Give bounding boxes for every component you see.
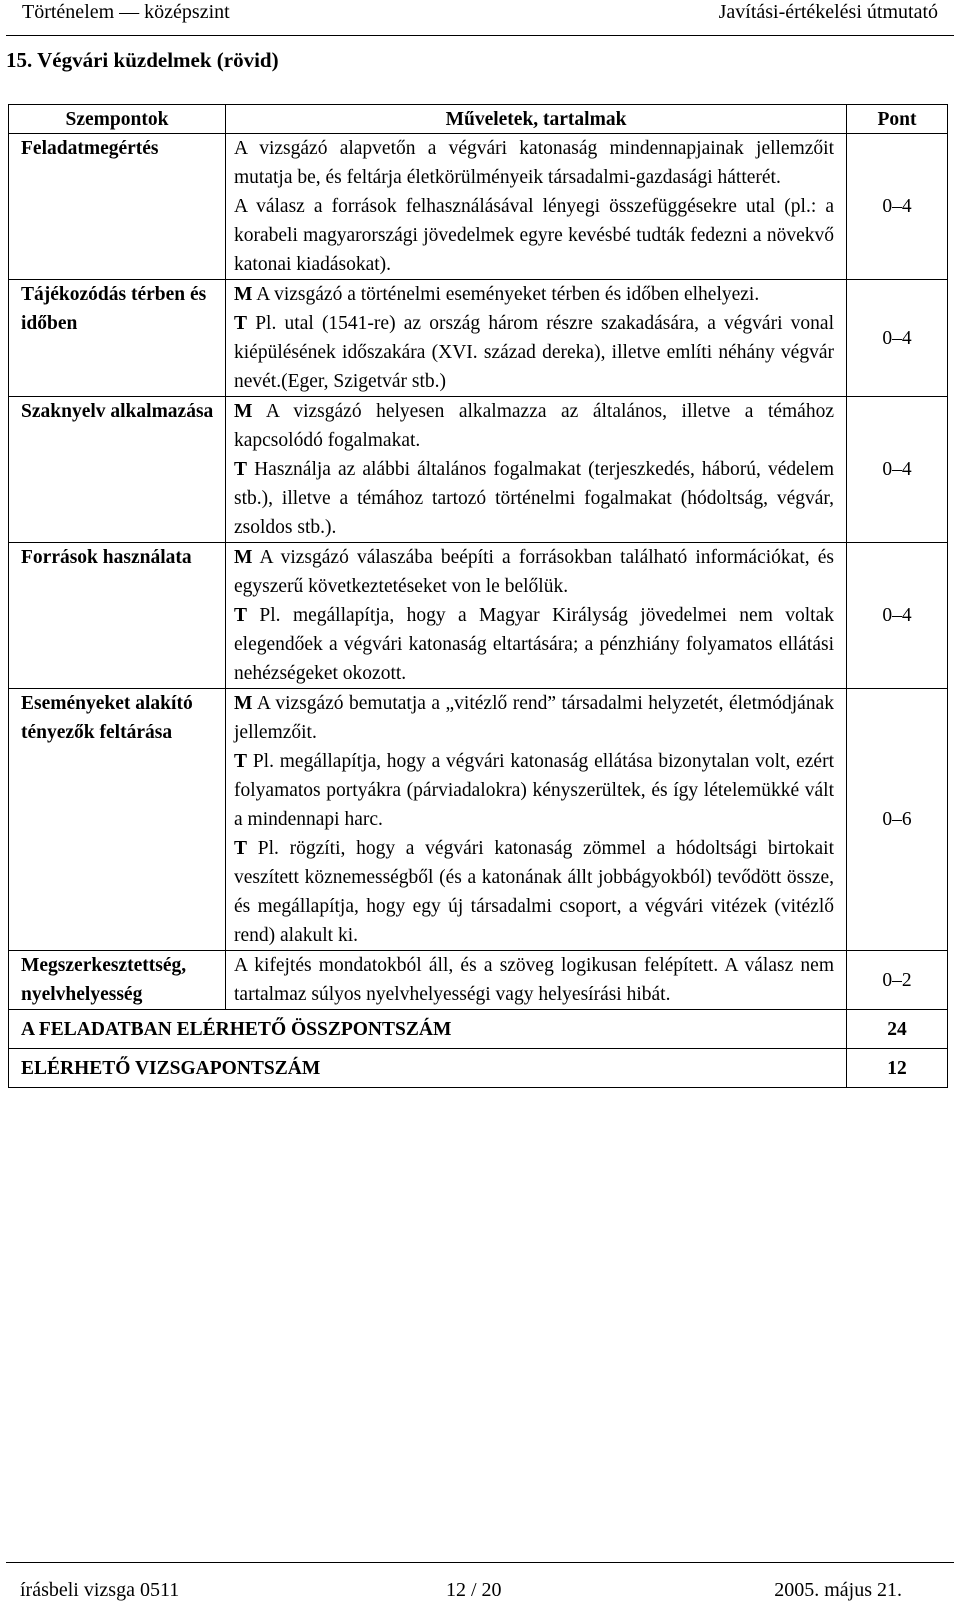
footer-date: 2005. május 21. xyxy=(774,1579,902,1601)
column-header-points: Pont xyxy=(847,105,948,134)
criterion-paragraph xyxy=(234,455,834,542)
criterion-marker: M xyxy=(234,693,253,714)
total-row xyxy=(9,1049,948,1088)
criterion-marker: T xyxy=(234,313,248,334)
criterion-marker: M xyxy=(234,401,253,422)
content-cell xyxy=(226,951,847,1010)
criterion-paragraph xyxy=(234,543,834,601)
points-cell: 0–6 xyxy=(847,689,948,951)
criterion-paragraph xyxy=(234,834,834,950)
aspect-cell: Megszerkesztettség, nyelvhelyesség xyxy=(9,951,226,1010)
criterion-paragraph xyxy=(234,134,834,192)
criterion-text: Pl. rögzíti, hogy a végvári katonaság zömmel a hódoltsági birtokait veszített köznemességből (és a katonának állt jobbágyokból) tevődött össze, és megállapítja, hogy egy új társadalmi csoport, a végvári vitézek (vitézlő rend) alakult ki. xyxy=(234,838,834,946)
criterion-text: Pl. utal (1541-re) az ország három részre szakadására, a végvári vonal kiépülésének időszakára (XVI. század dereka), illetve említi néhány végvár nevét.(Eger, Szigetvár stb.) xyxy=(234,313,834,392)
criterion-marker: T xyxy=(234,751,248,772)
criterion-marker: M xyxy=(234,547,253,568)
criterion-text: A vizsgázó válaszába beépíti a forrásokban található információkat, és egyszerű következtetéseket von le belőlük. xyxy=(234,547,834,597)
content-cell xyxy=(226,543,847,689)
header-subject: Történelem — középszint xyxy=(22,1,230,23)
criterion-text: A vizsgázó alapvetőn a végvári katonaság mindennapjainak jellemzőit mutatja be, és feltárja életkörülményeik társadalmi-gazdasági hátterét. xyxy=(234,138,834,188)
table-header-row xyxy=(9,105,948,134)
points-cell: 0–4 xyxy=(847,134,948,280)
criterion-paragraph xyxy=(234,951,834,1009)
points-cell: 0–4 xyxy=(847,397,948,543)
table-row xyxy=(9,397,948,543)
criterion-text: Pl. megállapítja, hogy a végvári katonaság ellátása bizonytalan volt, ezért folyamatos portyákra (párviadalokra) kényszerültek, és így lételemükké vált a mindennapi harc. xyxy=(234,751,834,830)
criterion-paragraph xyxy=(234,280,834,309)
criterion-text: A válasz a források felhasználásával lényegi összefüggésekre utal (pl.: a korabeli magyarországi jövedelmek egyre kevésbé tudták fedezni a növekvő katonai kiadásokat). xyxy=(234,196,834,275)
total-value: 12 xyxy=(847,1049,948,1088)
aspect-cell: Eseményeket alakító tényezők feltárása xyxy=(9,689,226,951)
criterion-text: A kifejtés mondatokból áll, és a szöveg logikusan felépített. A válasz nem tartalmaz súlyos nyelvhelyességi vagy helyesírási hibát. xyxy=(234,955,834,1005)
table-row xyxy=(9,543,948,689)
footer-page-number: 12 / 20 xyxy=(446,1579,502,1601)
table-row xyxy=(9,280,948,397)
criterion-paragraph xyxy=(234,397,834,455)
content-cell xyxy=(226,689,847,951)
criterion-marker: T xyxy=(234,838,248,859)
total-label: ELÉRHETŐ VIZSGAPONTSZÁM xyxy=(9,1049,847,1088)
aspect-cell: Források használata xyxy=(9,543,226,689)
scoring-table xyxy=(8,104,948,1088)
points-cell: 0–4 xyxy=(847,543,948,689)
criterion-paragraph xyxy=(234,309,834,396)
aspect-cell: Feladatmegértés xyxy=(9,134,226,280)
criterion-paragraph xyxy=(234,601,834,688)
criterion-marker: T xyxy=(234,605,248,626)
section-title: 15. Végvári küzdelmek (rövid) xyxy=(6,48,279,72)
criterion-paragraph xyxy=(234,192,834,279)
criterion-text: A vizsgázó a történelmi eseményeket térben és időben elhelyezi. xyxy=(256,284,760,305)
page-header xyxy=(6,0,954,36)
aspect-cell: Szaknyelv alkalmazása xyxy=(9,397,226,543)
table-row xyxy=(9,134,948,280)
points-cell: 0–4 xyxy=(847,280,948,397)
criterion-marker: T xyxy=(234,459,248,480)
total-row xyxy=(9,1010,948,1049)
content-cell xyxy=(226,397,847,543)
footer-exam-code: írásbeli vizsga 0511 xyxy=(20,1579,180,1601)
criterion-text: A vizsgázó bemutatja a „vitézlő rend” társadalmi helyzetét, életmódjának jellemzőit. xyxy=(234,693,834,743)
table-row xyxy=(9,951,948,1010)
criterion-text: A vizsgázó helyesen alkalmazza az általános, illetve a témához kapcsolódó fogalmakat. xyxy=(234,401,834,451)
table-body xyxy=(9,134,948,1088)
header-doc-type: Javítási-értékelési útmutató xyxy=(718,1,938,23)
table-row xyxy=(9,689,948,951)
total-label: A FELADATBAN ELÉRHETŐ ÖSSZPONTSZÁM xyxy=(9,1010,847,1049)
column-header-aspects: Szempontok xyxy=(9,105,226,134)
total-value: 24 xyxy=(847,1010,948,1049)
page-footer xyxy=(6,1562,954,1609)
points-cell: 0–2 xyxy=(847,951,948,1010)
content-cell xyxy=(226,280,847,397)
aspect-cell: Tájékozódás térben és időben xyxy=(9,280,226,397)
content-cell xyxy=(226,134,847,280)
criterion-paragraph xyxy=(234,689,834,747)
column-header-content: Műveletek, tartalmak xyxy=(226,105,847,134)
criterion-text: Pl. megállapítja, hogy a Magyar Királyság jövedelmei nem voltak elegendőek a végvári katonaság eltartására; a pénzhiány folyamatos ellátási nehézségeket okozott. xyxy=(234,605,835,684)
criterion-paragraph xyxy=(234,747,834,834)
criterion-marker: M xyxy=(234,284,253,305)
criterion-text: Használja az alábbi általános fogalmakat (terjeszkedés, háború, védelem stb.), illetve a témához tartozó történelmi fogalmakat (hódoltság, végvár, zsoldos stb.). xyxy=(234,459,835,538)
